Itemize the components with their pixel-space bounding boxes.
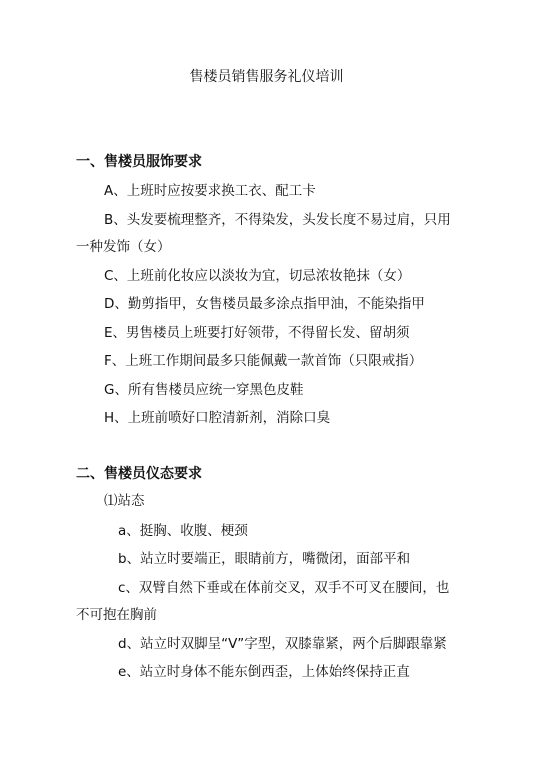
attire-item-d: D、勤剪指甲，女售楼员最多涂点指甲油，不能染指甲: [104, 296, 425, 312]
standing-item-a: a、挺胸、收腹、梗颈: [118, 523, 248, 539]
standing-item-e: e、站立时身体不能东倒西歪，上体始终保持正直: [118, 664, 410, 680]
document-title: 售楼员销售服务礼仪培训: [189, 69, 344, 85]
attire-item-g: G、所有售楼员应统一穿黑色皮鞋: [104, 382, 304, 398]
posture-sub-heading-standing: ⑴站态: [104, 493, 145, 509]
attire-item-e: E、男售楼员上班要打好领带，不得留长发、留胡须: [104, 325, 410, 341]
attire-item-a: A、上班时应按要求换工衣、配工卡: [104, 183, 316, 199]
attire-item-b: B、头发要梳理整齐，不得染发，头发长度不易过肩，只用: [104, 212, 451, 228]
standing-item-b: b、站立时要端正，眼睛前方，嘴微闭，面部平和: [118, 551, 411, 567]
section-heading-attire: 一、售楼员服饰要求: [76, 154, 202, 170]
attire-item-c: C、上班前化妆应以淡妆为宜，切忌浓妆艳抹（女）: [104, 268, 411, 284]
standing-item-c: c、双臂自然下垂或在体前交叉，双手不可叉在腰间，也: [118, 580, 450, 596]
attire-item-h: H、上班前喷好口腔清新剂，消除口臭: [104, 410, 331, 426]
attire-item-f: F、上班工作期间最多只能佩戴一款首饰（只限戒指）: [104, 353, 423, 369]
standing-item-d: d、站立时双脚呈“V”字型，双膝靠紧，两个后脚跟靠紧: [118, 636, 447, 652]
standing-item-c-continued: 不可抱在胸前: [76, 607, 157, 623]
attire-item-b-continued: 一种发饰（女）: [76, 239, 171, 255]
section-heading-posture: 二、售楼员仪态要求: [76, 466, 202, 482]
